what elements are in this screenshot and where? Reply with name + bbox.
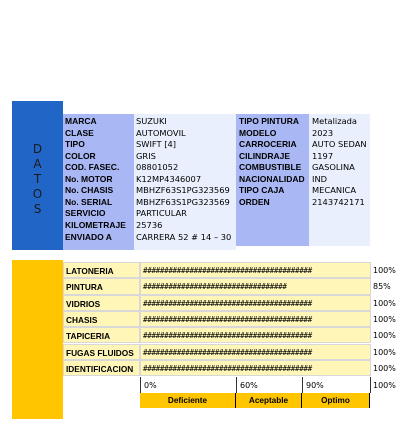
field-label: SERVICIO (65, 208, 106, 219)
field-label: MARCA (65, 116, 97, 126)
scale-tick (370, 377, 371, 393)
field-label: CILINDRAJE (239, 150, 291, 161)
row-label: TAPICERIA (66, 331, 111, 342)
field-label: NACIONALIDAD (239, 173, 305, 184)
scale-mark: 90% (306, 381, 324, 390)
datos-letter: T (33, 172, 42, 186)
field-value: 2023 (312, 127, 334, 138)
field-value: MBHZF63S1PG323569 (136, 196, 230, 207)
field-value: CARRERA 52 # 14 – 30 (136, 231, 232, 242)
field-value: 2143742171 (312, 196, 365, 207)
rating-percent: 100% (373, 298, 396, 308)
rating-bar: ################################## (143, 282, 287, 292)
row-label: PINTURA (66, 282, 103, 293)
row-label: CHASIS (66, 314, 98, 325)
row-label: FUGAS FLUIDOS (66, 347, 134, 358)
row-label: VIDRIOS (66, 298, 101, 309)
rating-percent: 100% (373, 363, 396, 373)
field-label: TIPO (65, 139, 85, 150)
field-value: SWIFT [4] (136, 139, 177, 150)
datos-letter: O (32, 187, 43, 201)
rating-bar: ######################################## (143, 363, 312, 373)
field-value: AUTO SEDAN (312, 139, 367, 150)
field-value: MECANICA (312, 185, 356, 196)
row-label: LATONERIA (66, 266, 114, 276)
field-label: No. SERIAL (65, 196, 113, 207)
rating-percent: 100% (373, 266, 396, 275)
field-value: GASOLINA (312, 162, 355, 173)
scale-legend-box: Aceptable (236, 393, 302, 408)
scale-tick (302, 377, 303, 393)
rating-bar: ######################################## (143, 298, 312, 308)
datos-letter: A (33, 157, 42, 171)
field-value: 08801052 (136, 162, 179, 173)
field-value: AUTOMOVIL (136, 127, 186, 138)
field-label: CLASE (65, 127, 94, 138)
field-value: 25736 (136, 219, 163, 230)
field-label: No. MOTOR (65, 173, 113, 184)
datos-letter: S (33, 202, 42, 216)
rating-percent: 85% (373, 282, 391, 292)
rating-percent: 100% (373, 347, 396, 357)
field-label: MODELO (239, 127, 277, 138)
field-label: TIPO PINTURA (239, 116, 299, 126)
scale-legend-box: Deficiente (140, 393, 236, 408)
field-label: COLOR (65, 150, 96, 161)
scale-mark: 60% (240, 381, 258, 390)
scale-mark: 100% (373, 381, 396, 390)
field-value: Metalizada (312, 116, 358, 126)
rating-percent: 100% (373, 331, 396, 341)
field-value: IND (312, 173, 328, 184)
field-label: CARROCERIA (239, 139, 297, 150)
field-label: No. CHASIS (65, 185, 114, 196)
scale-mark: 0% (144, 381, 157, 390)
field-label: ENVIADO A (65, 231, 112, 242)
rating-bar: ######################################## (143, 314, 312, 324)
field-label: COMBUSTIBLE (239, 162, 302, 173)
rating-percent: 100% (373, 314, 396, 324)
field-label: ORDEN (239, 196, 270, 207)
rating-bar: ######################################## (143, 347, 312, 357)
scale-tick (140, 377, 141, 393)
field-label: TIPO CAJA (239, 185, 285, 196)
field-value: GRIS (136, 150, 156, 161)
field-value: 1197 (312, 150, 334, 161)
field-label: COD. FASEC. (65, 162, 120, 173)
datos-title (12, 142, 63, 217)
field-value: PARTICULAR (136, 208, 187, 219)
datos-letter: D (32, 142, 43, 156)
row-label: IDENTIFICACION (66, 363, 134, 374)
evaluation-section-bar (12, 260, 63, 419)
rating-bar: ######################################## (143, 331, 312, 341)
field-value: SUZUKI (136, 116, 167, 126)
scale-tick (236, 377, 237, 393)
field-value: MBHZF63S1PG323569 (136, 185, 230, 196)
scale-legend-box: Optimo (302, 393, 370, 408)
field-value: K12MP4346007 (136, 173, 202, 184)
rating-bar: ######################################## (143, 266, 312, 275)
field-label: KILOMETRAJE (65, 219, 126, 230)
